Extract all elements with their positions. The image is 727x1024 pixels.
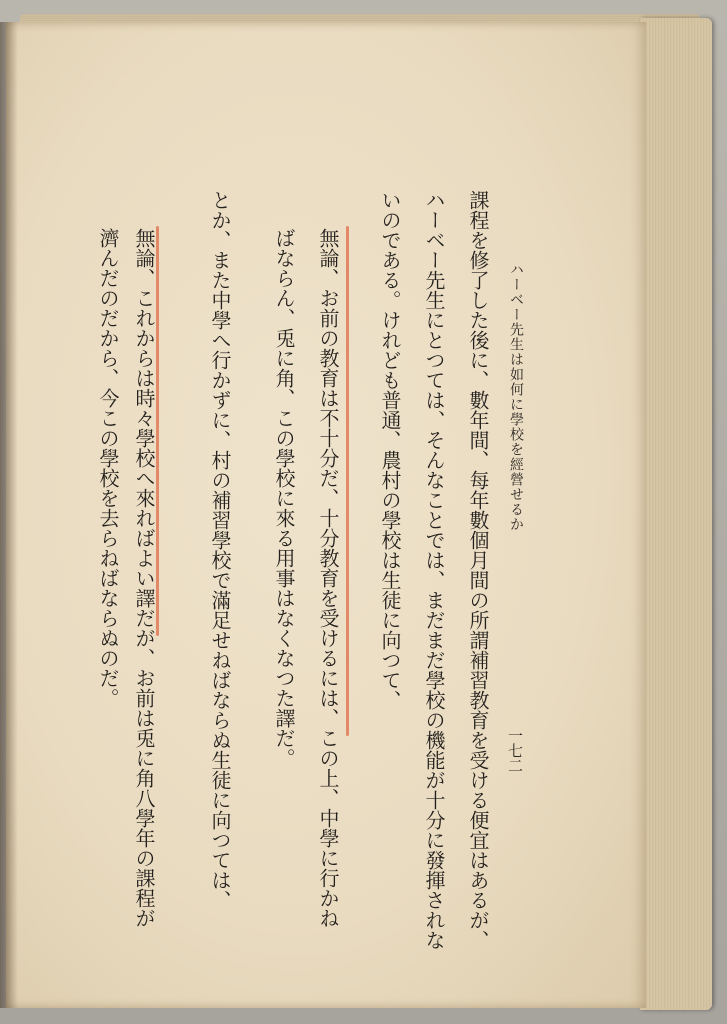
text-line-8: 濟んだのだから、今この學校を去らねばならぬのだ。 (96, 228, 120, 708)
text-line-6: とか、また中學へ行かずに、村の補習學校で滿足せねばならぬ生徒に向つては、 (208, 190, 232, 910)
text-line-3: いのである。けれども普通、農村の學校は生徒に向つて、 (378, 190, 402, 710)
text-line-5: ばならん、兎に角、この學校に來る用事はなくなつた譯だ。 (272, 228, 296, 768)
text-line-7: 無論、これからは時々學校へ來ればよい譯だが、お前は兎に角八學年の課程が (132, 228, 156, 928)
running-title: ハーベー先生は如何に學校を經營せるか (508, 262, 524, 532)
page-number: 一七二 (506, 728, 524, 773)
pencil-mark-right-quote (156, 226, 159, 636)
text-line-2: ハーベー先生にとつては、そんなことでは、まだまだ學校の機能が十分に發揮されな (422, 190, 446, 950)
page-edges (640, 18, 712, 1010)
text-line-1: 課程を修了した後に、數年間、每年數個月間の所謂補習教育を受ける便宜はあるが、 (466, 190, 490, 950)
pencil-mark-left-quote (346, 226, 349, 736)
text-line-4: 無論、お前の教育は不十分だ、十分教育を受けるには、この上、中學に行かね (316, 228, 340, 928)
spine-shadow (0, 22, 18, 1008)
